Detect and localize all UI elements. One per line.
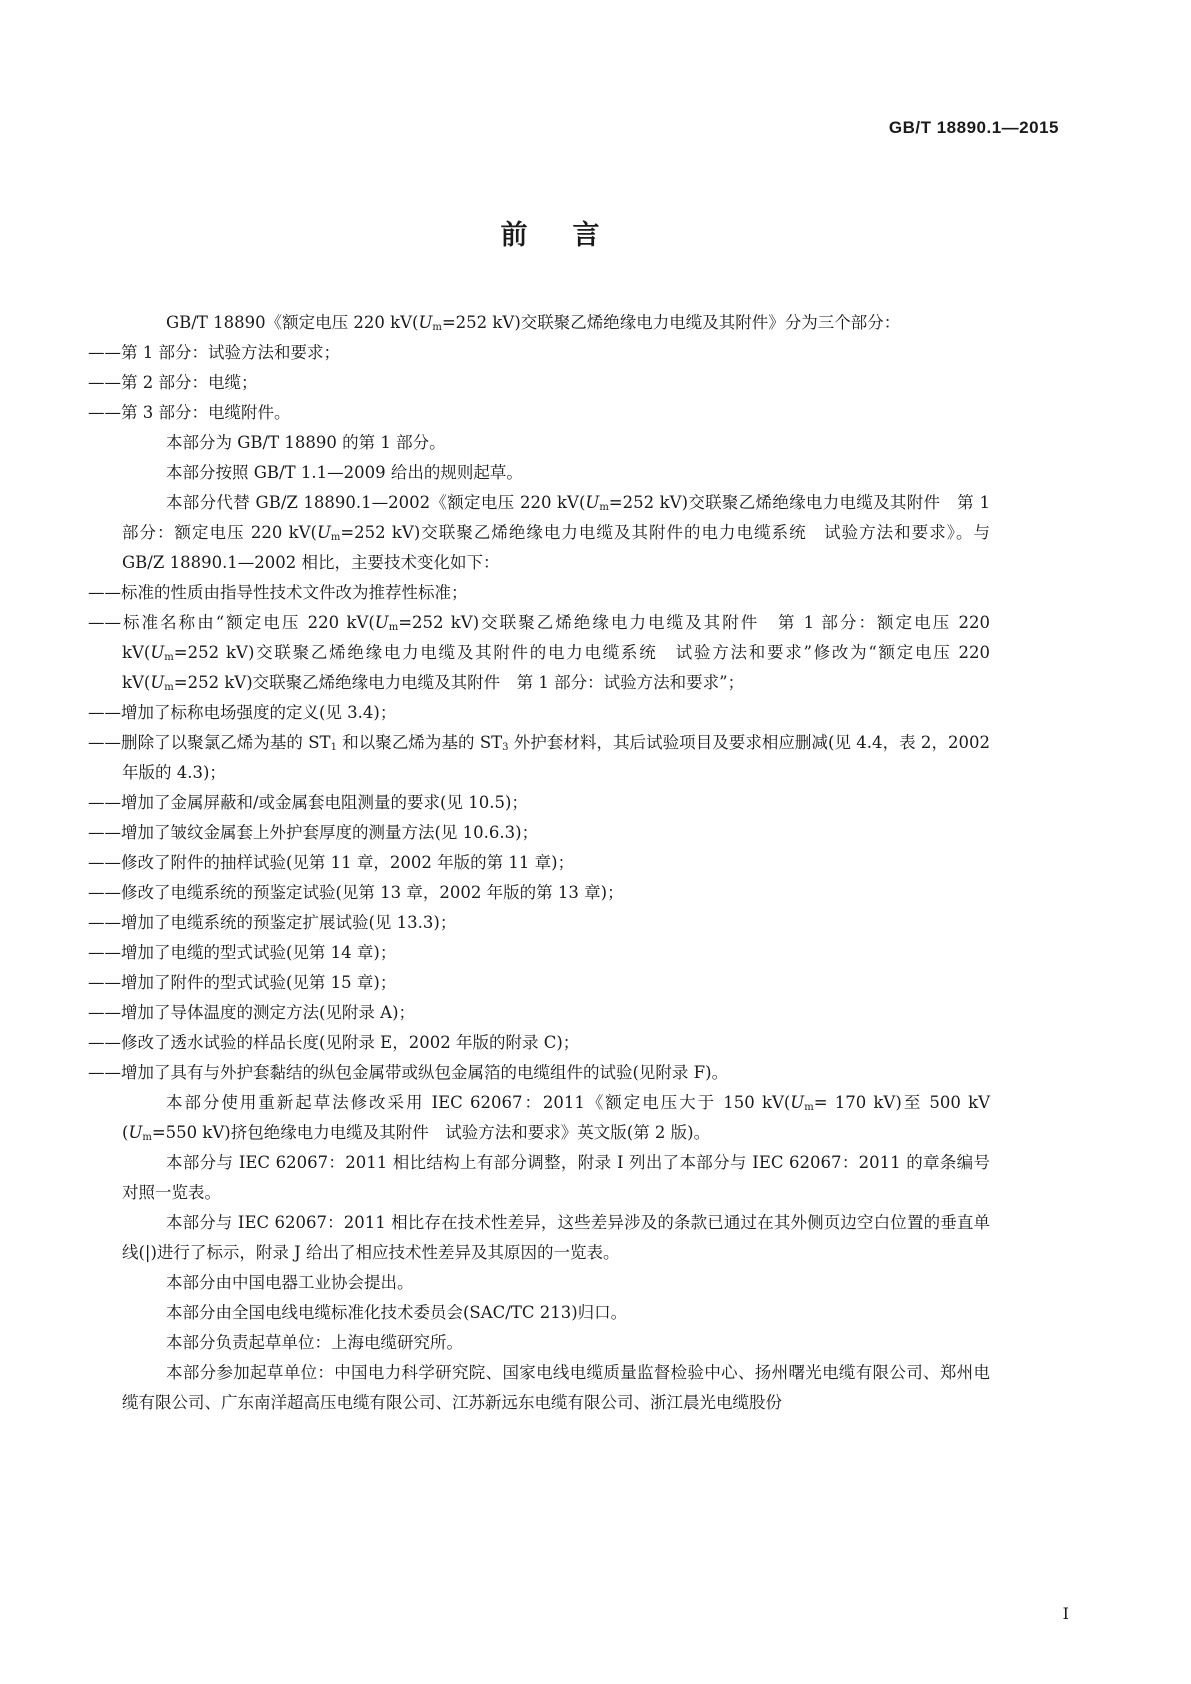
list-item-part-3: ——第 3 部分：电缆附件。: [88, 403, 291, 422]
paragraph-drafting-rules: 本部分按照 GB/T 1.1—2009 给出的规则起草。: [166, 463, 523, 482]
paragraph-structure: 本部分与 IEC 62067：2011 相比结构上有部分调整，附录 I 列出了本部分与 IEC 62067：2011 的章条编号对照一览表。: [122, 1153, 990, 1202]
paragraph-replaces: 本部分代替 GB/Z 18890.1—2002《额定电压 220 $kV(U_m=252$ kV)交联聚乙烯绝缘电力电缆及其附件 第 1 部分：额定电压 220 $kV(U_m=252$ kV)交联聚乙烯绝缘电力电缆及其附件的电力电缆系统 试验方法和要求》。与 GB/Z 18890.1—2002 相比，主要技术变化如下：: [122, 493, 990, 572]
list-item-change: ——增加了电缆系统的预鉴定扩展试验(见 13.3)；: [88, 913, 457, 932]
paragraph-participants: 本部分参加起草单位：中国电力科学研究院、国家电线电缆质量监督检验中心、扬州曙光电缆有限公司、郑州电缆有限公司、广东南洋超高压电缆有限公司、江苏新远东电缆有限公司、浙江晨光电缆股份: [122, 1363, 990, 1412]
list-item-change: ——增加了标称电场强度的定义(见 3.4)；: [88, 703, 397, 722]
list-item-change: ——增加了导体温度的测定方法(见附录 A)；: [88, 1003, 416, 1022]
list-item-change: ——增加了电缆的型式试验(见第 14 章)；: [88, 943, 397, 962]
list-item-change: ——增加了具有与外护套黏结的纵包金属带或纵包金属箔的电缆组件的试验(见附录 F)。: [88, 1063, 729, 1082]
page-title: 前言: [500, 220, 645, 251]
list-item-change: ——删除了以聚氯乙烯为基的 $ST_1$ 和以聚乙烯为基的 $ST_3$ 外护套材料，其后试验项目及要求相应删减(见 4.4，表 2，2002 年版的 4.3)；: [88, 733, 990, 782]
foreword-body: [88, 308, 990, 1418]
list-item-change: ——修改了附件的抽样试验(见第 11 章，2002 年版的第 11 章)；: [88, 853, 575, 872]
paragraph-technical-differences: 本部分与 IEC 62067：2011 相比存在技术性差异，这些差异涉及的条款已通过在其外侧页边空白位置的垂直单线(|)进行了标示，附录 J 给出了相应技术性差异及其原因的一览表。: [122, 1213, 990, 1262]
paragraph-proposed-by: 本部分由中国电器工业协会提出。: [166, 1273, 414, 1292]
list-item-change: ——增加了金属屏蔽和/或金属套电阻测量的要求(见 10.5)；: [88, 793, 528, 812]
list-item-change: ——增加了附件的型式试验(见第 15 章)；: [88, 973, 397, 992]
paragraph-parts-intro: GB/T 18890《额定电压 220 $kV(U_m=252$ kV)交联聚乙烯绝缘电力电缆及其附件》分为三个部分：: [166, 313, 901, 333]
list-item-change: ——修改了电缆系统的预鉴定试验(见第 13 章，2002 年版的第 13 章)；: [88, 883, 624, 902]
paragraph-centralized-by: 本部分由全国电线电缆标准化技术委员会(SAC/TC 213)归口。: [166, 1303, 628, 1322]
standard-number: GB/T 18890.1—2015: [888, 118, 1059, 137]
list-item-change: ——增加了皱纹金属套上外护套厚度的测量方法(见 10.6.3)；: [88, 823, 539, 842]
page-number: I: [1062, 1604, 1069, 1623]
paragraph-lead-drafter: 本部分负责起草单位：上海电缆研究所。: [166, 1333, 463, 1352]
list-item-part-2: ——第 2 部分：电缆；: [88, 373, 258, 392]
paragraph-part-scope: 本部分为 GB/T 18890 的第 1 部分。: [166, 433, 446, 452]
list-item-change: ——标准的性质由指导性技术文件改为推荐性标准；: [88, 583, 468, 602]
list-item-part-1: ——第 1 部分：试验方法和要求；: [88, 343, 340, 362]
list-item-change: ——修改了透水试验的样品长度(见附录 E，2002 年版的附录 C)；: [88, 1033, 580, 1052]
list-item-change: ——标准名称由“额定电压 220 $kV(U_m=252$ kV)交联聚乙烯绝缘电力电缆及其附件 第 1 部分：额定电压 220 $kV(U_m=252$ kV)交联聚乙烯绝缘电力电缆及其附件的电力电缆系统 试验方法和要求”修改为“额定电压 220 $kV(U_m=252$ kV)交联聚乙烯绝缘电力电缆及其附件 第 1 部分：试验方法和要求”；: [88, 613, 990, 693]
paragraph-adoption: 本部分使用重新起草法修改采用 IEC 62067：2011《额定电压大于 150 $kV(U_m= 170$ kV)至 500 kV ($U_m=550$ kV)挤包绝缘电力电缆及其附件 试验方法和要求》英文版(第 2 版)。: [122, 1093, 990, 1143]
